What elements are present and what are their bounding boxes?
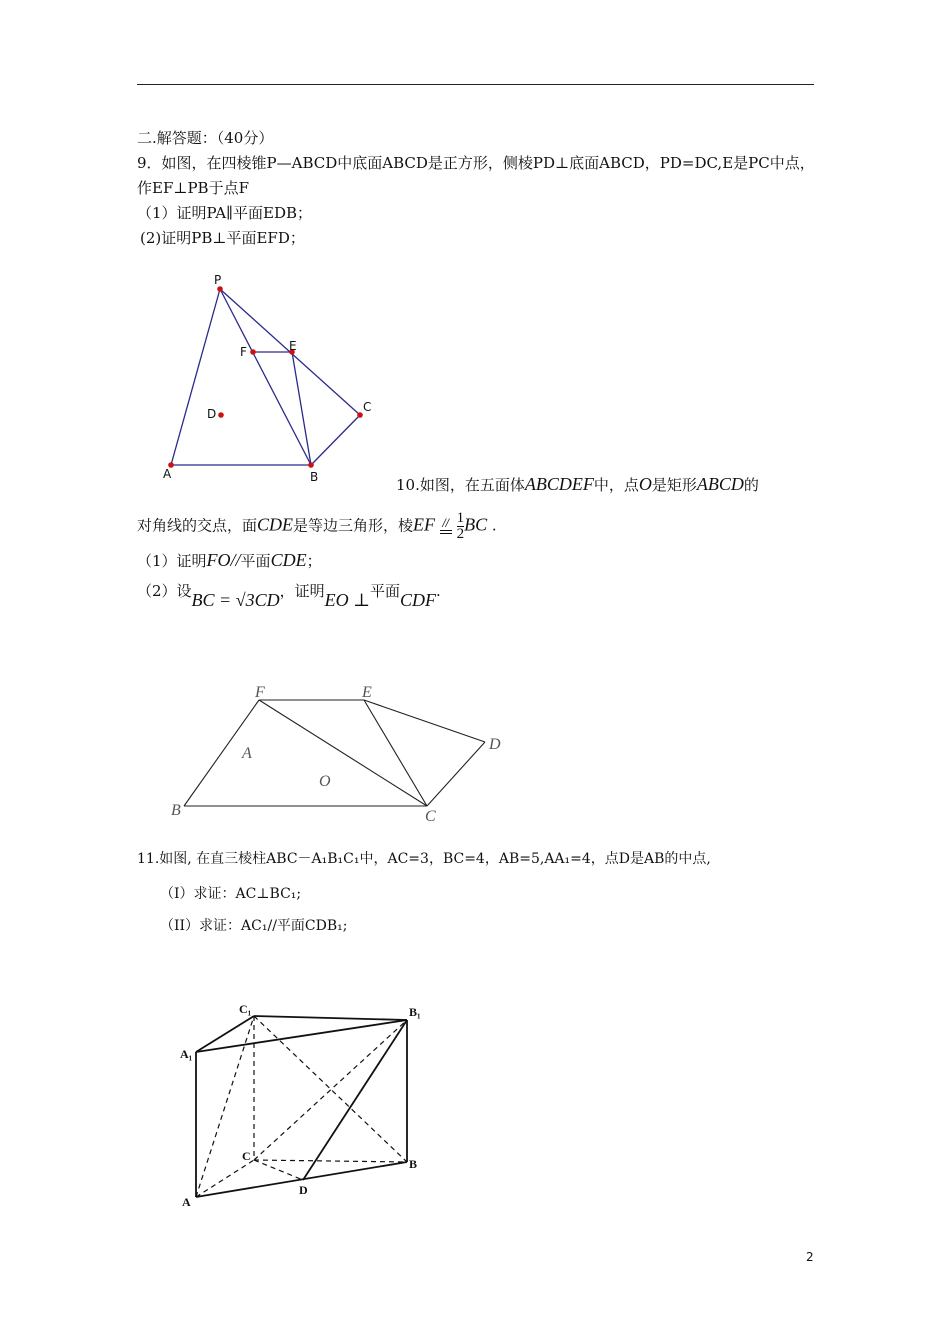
edge-C1B1 xyxy=(254,1016,407,1020)
q10-line2a: 对角线的交点，面 xyxy=(137,516,258,535)
q10-period: . xyxy=(491,516,497,535)
q11-part2: （II）求证：AC₁//平面CDB₁; xyxy=(160,918,348,934)
label-C1: C₁ xyxy=(239,1002,252,1016)
label-C: C xyxy=(363,400,372,414)
q9-line2: 作EF⊥PB于点F xyxy=(137,179,249,197)
label-C10: C xyxy=(425,808,436,825)
edge-EC xyxy=(364,700,427,806)
edge-FC xyxy=(259,700,427,806)
point-D xyxy=(218,412,224,418)
label-C11: C xyxy=(242,1149,251,1163)
point-F xyxy=(250,349,256,355)
label-F: F xyxy=(240,345,247,359)
q10-point-o: O xyxy=(638,474,652,494)
label-B11: B xyxy=(409,1157,418,1171)
q10-prefix: 10.如图，在五面体 xyxy=(396,476,525,494)
label-A1: A₁ xyxy=(180,1047,193,1061)
q11-part1: （I）求证：AC⊥BC₁; xyxy=(160,886,302,902)
section-title: 二.解答题：（40分） xyxy=(137,129,274,147)
q10-line2 xyxy=(137,511,497,542)
point-C xyxy=(357,412,363,418)
page-number: 2 xyxy=(806,1250,814,1264)
label-B1: B₁ xyxy=(409,1005,421,1019)
label-E10: E xyxy=(362,684,372,701)
q11-hidden-lines xyxy=(196,1016,407,1197)
q10-line2b: 是等边三角形，棱 xyxy=(293,516,414,535)
label-D: D xyxy=(207,407,217,421)
q9-line1: 9．如图，在四棱锥P—ABCD中底面ABCD是正方形，侧棱PD⊥底面ABCD，PD=DC,E是PC中点， xyxy=(137,154,815,172)
q10-rect: ABCD xyxy=(696,474,744,494)
q11-line1: 11.如图, 在直三棱柱ABC－A₁B₁C₁中，AC=3，BC=4，AB=5,AA₁=4，点D是AB的中点, xyxy=(137,851,711,867)
point-P xyxy=(217,286,223,292)
q11-figure xyxy=(196,1016,407,1197)
q10-face: CDE xyxy=(257,514,294,535)
q10-solid: ABCDEF xyxy=(524,474,594,494)
label-D11: D xyxy=(299,1183,308,1197)
edge-PA xyxy=(171,289,220,465)
edge-A1C1 xyxy=(196,1016,254,1052)
q9-figure xyxy=(171,289,360,465)
edge-PB xyxy=(220,289,311,465)
q10-parallel-equal: // xyxy=(440,519,452,534)
q10-bc: BC xyxy=(464,514,488,535)
edge-CB xyxy=(254,1160,407,1162)
point-B xyxy=(308,462,314,468)
label-A: A xyxy=(163,467,172,481)
q10-mid1: 中，点 xyxy=(593,476,639,494)
label-E: E xyxy=(289,339,297,353)
label-F10: F xyxy=(255,684,265,701)
q10-fraction: $\frac{1}{2}$ xyxy=(456,510,465,542)
q9-part1: （1）证明PA∥平面EDB； xyxy=(137,204,313,222)
q10-end1: 的 xyxy=(743,476,759,494)
label-P: P xyxy=(214,273,222,287)
label-A10: A xyxy=(242,745,252,762)
segment-DB1 xyxy=(303,1020,407,1180)
q10-line1 xyxy=(396,474,759,495)
q10-mid2: 是矩形 xyxy=(651,476,697,494)
segment-AC1 xyxy=(196,1016,254,1197)
q10-edge: EF xyxy=(413,514,436,535)
q10-part1: （1）证明FO//平面CDE； xyxy=(137,550,322,570)
edge-A1B1 xyxy=(196,1020,407,1052)
q10-part2: （2）设BC = √3CD，证明EO ⊥平面CDF. xyxy=(137,582,441,610)
label-B: B xyxy=(310,470,319,484)
edge-BC xyxy=(311,415,360,465)
label-D10: D xyxy=(489,736,501,753)
q10-figure xyxy=(184,700,485,806)
label-A11: A xyxy=(182,1195,191,1209)
label-B10: B xyxy=(171,802,181,819)
segment-CD xyxy=(254,1160,303,1180)
segment-C1B xyxy=(254,1016,407,1162)
q9-part2: (2)证明PB⊥平面EFD； xyxy=(140,229,305,247)
edge-DC xyxy=(427,742,485,806)
edge-ED xyxy=(364,700,485,742)
label-O10: O xyxy=(319,773,331,790)
